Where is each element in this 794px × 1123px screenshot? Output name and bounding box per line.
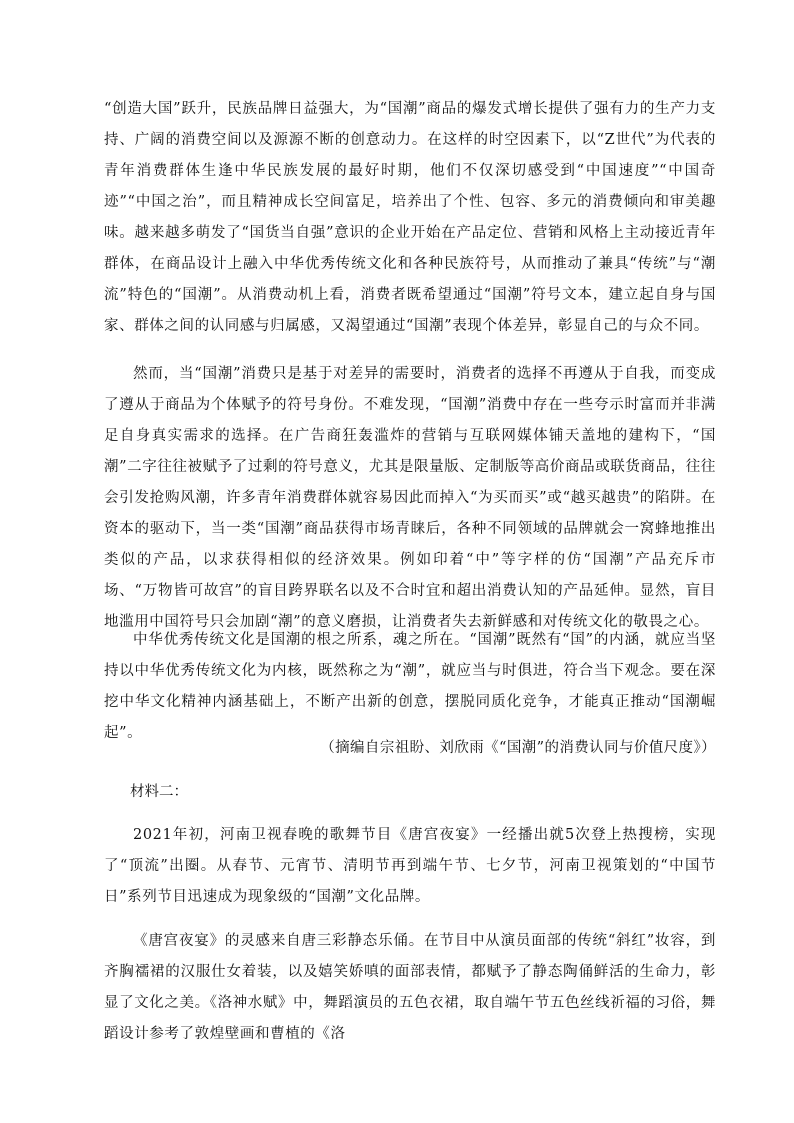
paragraph-guochao-rise: “创造大国”跃升，民族品牌日益强大，为“国潮”商品的爆发式增长提供了强有力的生产力支持、广阔的消费空间以及源源不断的创意动力。在这样的时空因素下，以“Z世代”为代表的青年消费群体生逢中华民族发展的最好时期，他们不仅深切感受到“中国速度”“中国奇迹”“中国之治”，而且精神成长空间富足，培养出了个性、包容、多元的消费倾向和审美趣味。越来越多萌发了“国货当自强”意识的企业开始在产品定位、营销和风格上主动接近青年群体，在商品设计上融入中华优秀传统文化和各种民族符号，从而推动了兼具“传统”与“潮流”特色的“国潮”。从消费动机上看，消费者既希望通过“国潮”符号文本，建立起自身与国家、群体之间的认同感与归属感，又渴望通过“国潮”表现个体差异，彰显自己的与众不同。 bbox=[104, 101, 716, 334]
paragraph-tanggong-yeyan: 《唐宫夜宴》的灵感来自唐三彩静态乐俑。在节目中从演员面部的传统“斜红”妆容，到齐胸襦裙的汉服仕女着装，以及嬉笑娇嗔的面部表情，都赋予了静态陶俑鲜活的生命力，彰显了文化之美。《洛神水赋》中，舞蹈演员的五色衣裙，取自端午节五色丝线祈福的习俗，舞蹈设计参考了敦煌壁画和曹植的《洛 bbox=[104, 933, 716, 1042]
paragraph-guochao-consumption-problems: 然而，当“国潮”消费只是基于对差异的需要时，消费者的选择不再遵从于自我，而变成了遵从于商品为个体赋予的符号身份。不难发现，“国潮”消费中存在一些夸示时富而并非满足自身真实需求的选择。在广告商狂轰滥炸的营销与互联网媒体铺天盖地的建构下，“国潮”二字往往被赋予了过剩的符号意义，尤其是限量版、定制版等高价商品或联货商品，往往会引发抢购风潮，许多青年消费群体就容易因此而掉入“为买而买”或“越买越贵”的陷阱。在资本的驱动下，当一类“国潮”商品获得市场青睐后，各种不同领域的品牌就会一窝蜂地推出类似的产品，以求获得相似的经济效果。例如印着“中”等字样的仿“国潮”产品充斥市场、“万物皆可故宫”的盲目跨界联名以及不合时宜和超出消费认知的产品延伸。显然，盲目地滥用中国符号只会加剧“潮”的意义磨损，让消费者失去新鲜感和对传统文化的敬畏之心。 bbox=[104, 366, 717, 630]
material-two-label: 材料二： bbox=[130, 784, 188, 800]
paragraph-henan-tv-programs: 2021年初，河南卫视春晚的歌舞节目《唐宫夜宴》一经播出就5次登上热搜榜，实现了“顶流”出圈。从春节、元宵节、清明节再到端午节、七夕节，河南卫视策划的“中国节日”系列节目迅速成为现象级的“国潮”文化品牌。 bbox=[104, 827, 716, 905]
paragraph-traditional-culture-core: 中华优秀传统文化是国潮的根之所系，魂之所在。“国潮”既然有“国”的内涵，就应当坚持以中华优秀传统文化为内核，既然称之为“潮”，就应当与时俱进，符合当下观念。要在深挖中华文化精神内涵基础上，不断产出新的创意，摆脱同质化竞争，才能真正推动“国潮崛起”。 bbox=[104, 632, 716, 741]
source-citation: （摘编自宗祖盼、刘欣雨《“国潮”的消费认同与价值尺度》） bbox=[320, 740, 716, 756]
